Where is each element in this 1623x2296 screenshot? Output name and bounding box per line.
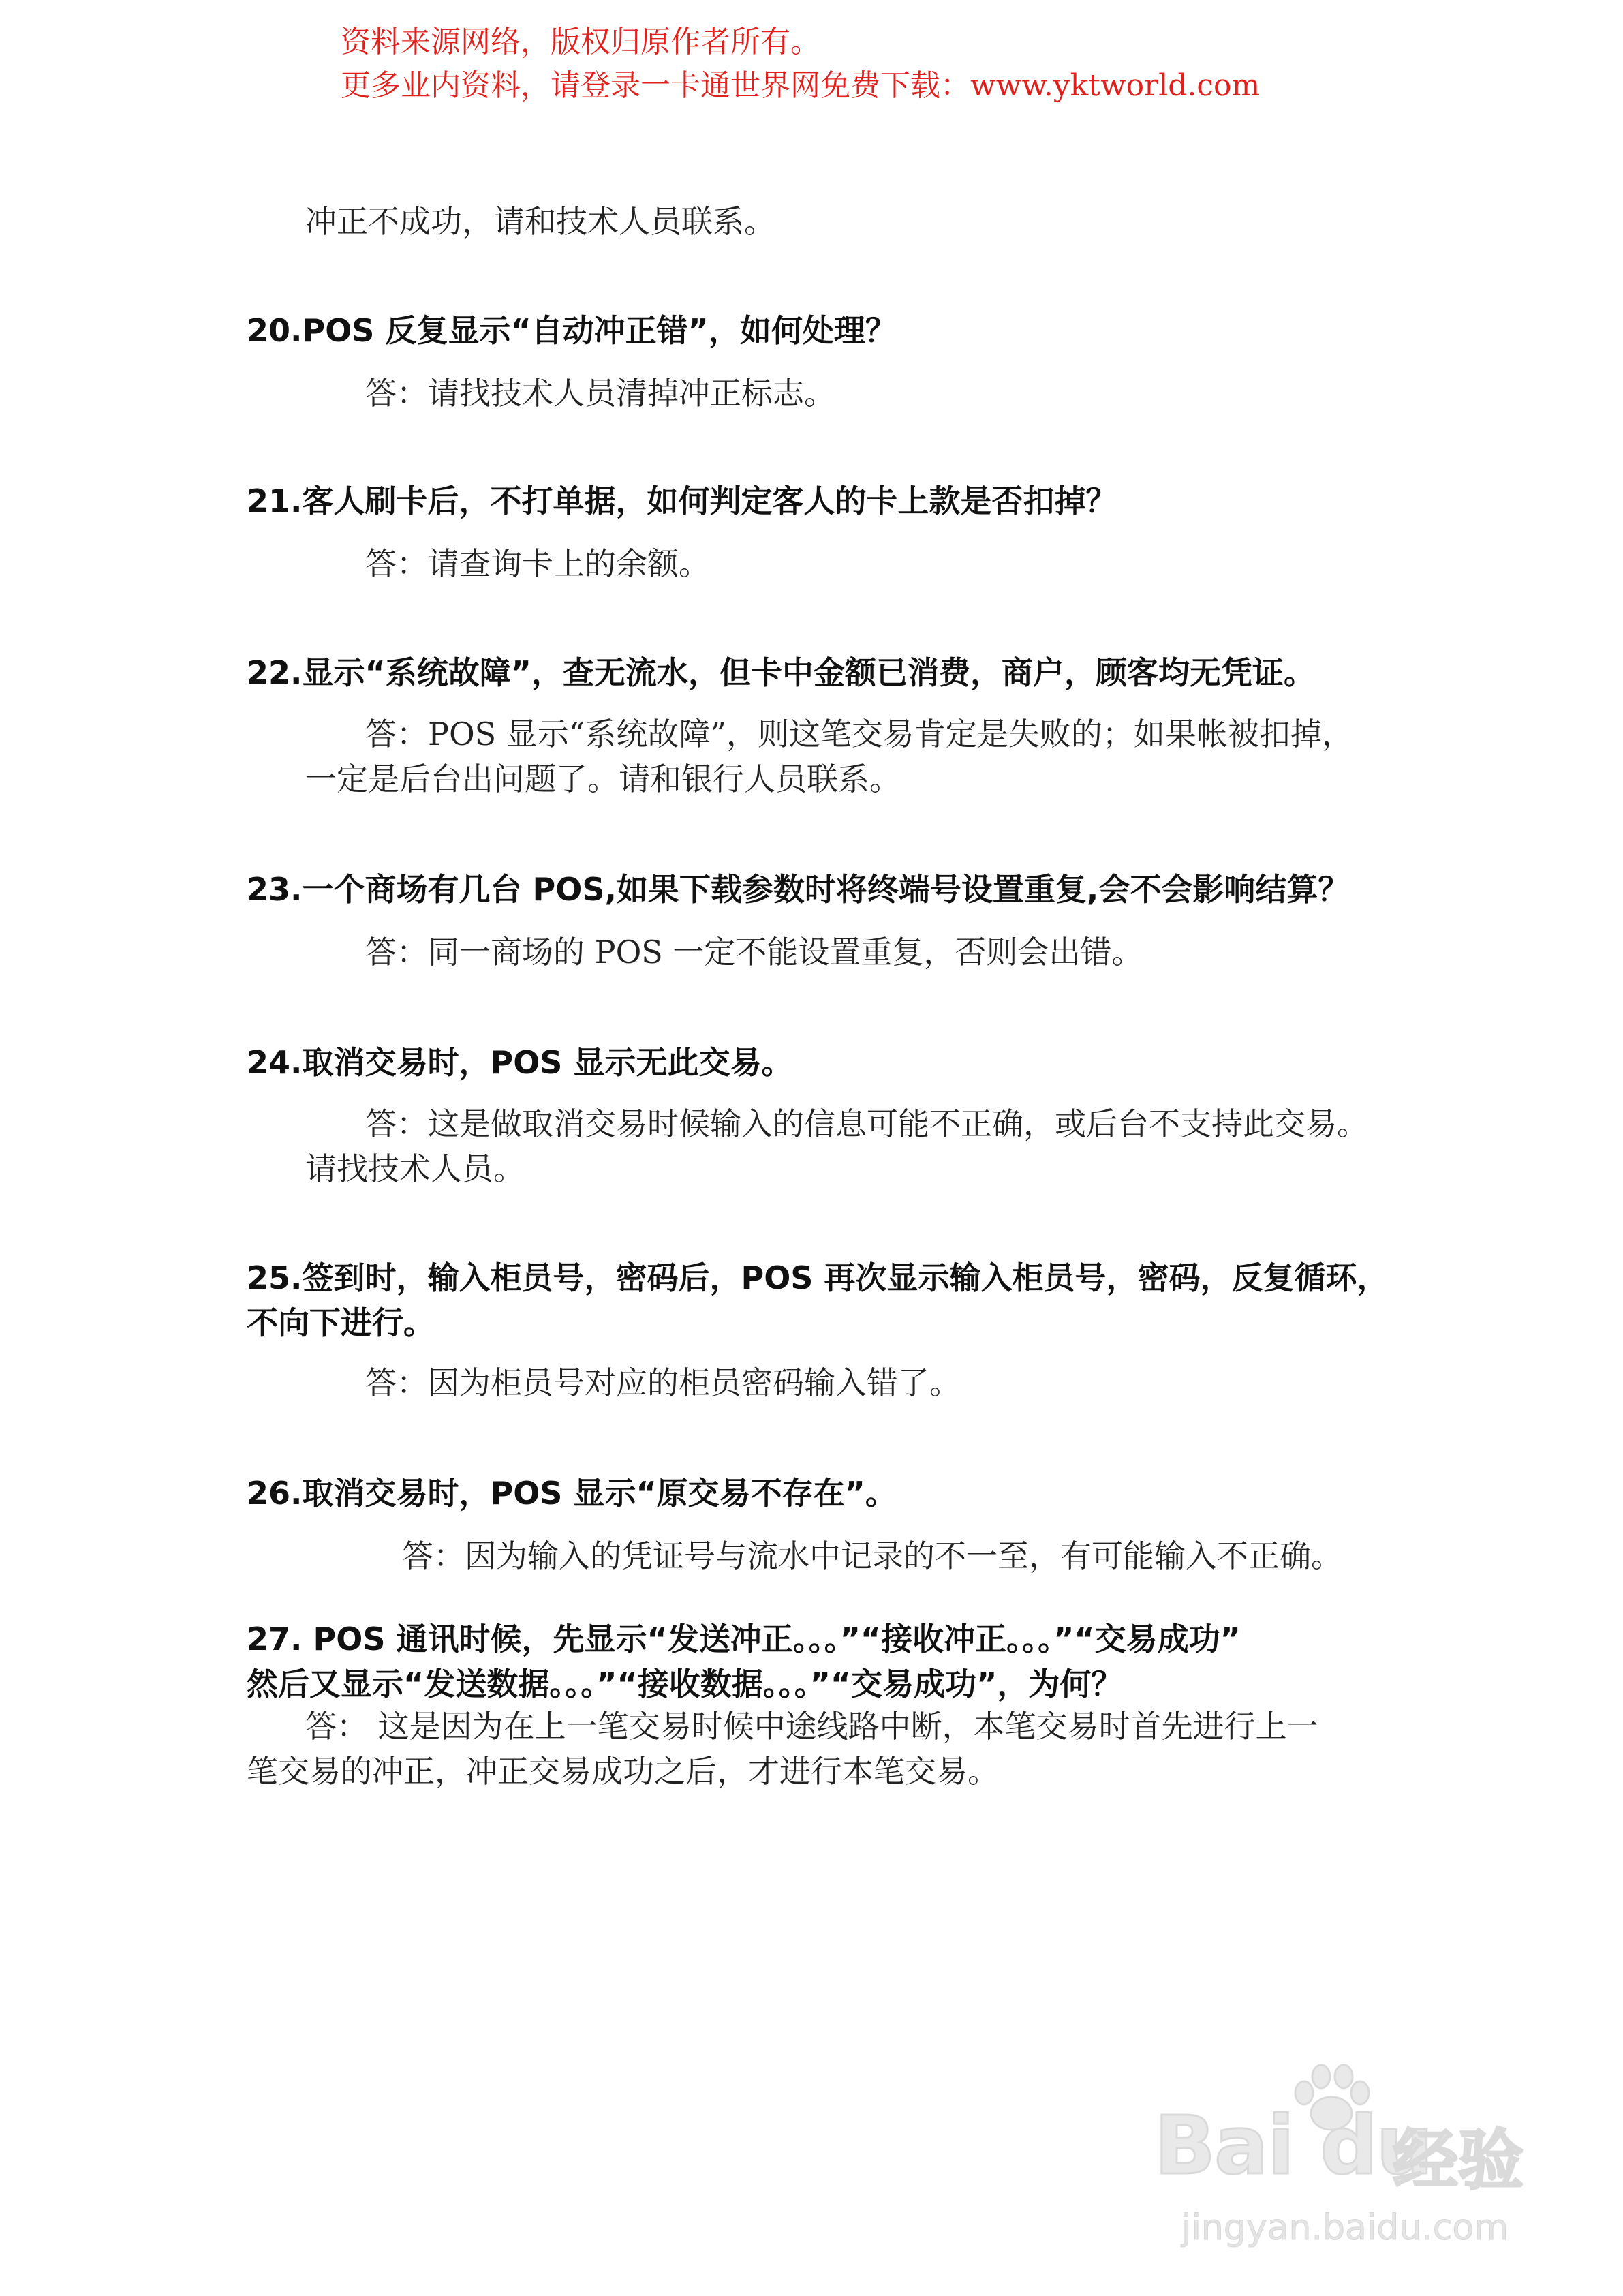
answer-23: 答：同一商场的 POS 一定不能设置重复，否则会出错。 <box>365 934 1143 970</box>
answer-27-line1: 答： 这是因为在上一笔交易时候中途线路中断，本笔交易时首先进行上一 <box>305 1708 1318 1745</box>
question-25-line1: 25.签到时，输入柜员号，密码后，POS 再次显示输入柜员号，密码，反复循环， <box>247 1259 1389 1296</box>
question-27-line2: 然后又显示“发送数据。。。”“接收数据。。。”“交易成功”，为何？ <box>247 1666 1123 1702</box>
question-27-line1: 27. POS 通讯时候，先显示“发送冲正。。。”“接收冲正。。。”“交易成功” <box>247 1621 1241 1657</box>
answer-20: 答：请找技术人员清掉冲正标志。 <box>365 375 835 412</box>
question-25-line2: 不向下进行。 <box>247 1304 435 1341</box>
watermark-url: jingyan.baidu.com <box>1181 2207 1509 2248</box>
answer-24-line2: 请找技术人员。 <box>305 1150 525 1187</box>
answer-21: 答：请查询卡上的余额。 <box>365 545 710 582</box>
question-20: 20.POS 反复显示“自动冲正错”，如何处理？ <box>247 312 897 349</box>
baidu-jingyan-watermark <box>1154 2071 1536 2248</box>
answer-27-line2: 笔交易的冲正，冲正交易成功之后，才进行本笔交易。 <box>247 1753 999 1790</box>
question-21: 21.客人刷卡后，不打单据，如何判定客人的卡上款是否扣掉？ <box>247 483 1117 519</box>
source-notice-line1: 资料来源网络，版权归原作者所有。 <box>341 25 820 59</box>
answer-22-line2: 一定是后台出问题了。请和银行人员联系。 <box>305 761 901 797</box>
answer-26: 答：因为输入的凭证号与流水中记录的不一至，有可能输入不正确。 <box>402 1537 1342 1574</box>
answer-continuation: 冲正不成功，请和技术人员联系。 <box>305 203 775 240</box>
source-notice-line2: 更多业内资料，请登录一卡通世界网免费下载：www.yktworld.com <box>341 68 1261 103</box>
watermark-jingyan: 经验 <box>1393 2122 1524 2199</box>
source-notice <box>341 20 1260 108</box>
answer-22-line1: 答：POS 显示“系统故障”，则这笔交易肯定是失败的；如果帐被扣掉， <box>365 716 1353 752</box>
question-23: 23.一个商场有几台 POS,如果下载参数时将终端号设置重复,会不会影响结算？ <box>247 871 1350 908</box>
watermark-brand: Bai du <box>1154 2098 1432 2192</box>
question-22: 22.显示“系统故障”，查无流水，但卡中金额已消费，商户，顾客均无凭证。 <box>247 654 1315 691</box>
answer-25: 答：因为柜员号对应的柜员密码输入错了。 <box>365 1364 961 1401</box>
question-24: 24.取消交易时，POS 显示无此交易。 <box>247 1044 793 1081</box>
question-26: 26.取消交易时，POS 显示“原交易不存在”。 <box>247 1475 897 1512</box>
answer-24-line1: 答：这是做取消交易时候输入的信息可能不正确，或后台不支持此交易。 <box>365 1105 1368 1142</box>
